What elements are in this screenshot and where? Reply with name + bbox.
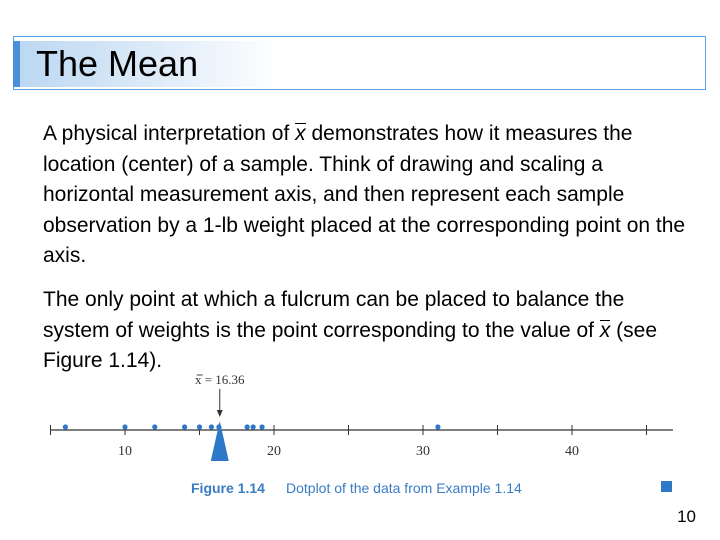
dotplot-chart [45,370,685,505]
data-point [435,424,440,429]
data-point [122,424,127,429]
dotplot-figure [45,370,685,505]
x-bar-symbol: x [599,318,611,342]
mean-arrowhead [217,410,223,417]
end-of-example-marker [661,481,672,492]
data-point [182,424,187,429]
x-bar-symbol: x [295,122,306,145]
paragraph-2 [43,285,693,377]
x-tick-label: 30 [416,444,430,459]
data-point [259,424,264,429]
paragraph-2-before: The only point at which a fulcrum can be placed to balance the system of weights is the point corresponding to the value of [43,288,625,342]
x-tick-label: 40 [565,444,579,459]
paragraph-1-before: A physical interpretation of [43,122,296,145]
mean-label: x = 16.36 [194,372,245,387]
data-point [209,424,214,429]
paragraph-1-after: demonstrates how it measures the location (center) of a sample. Think of drawing and scaling a horizontal measurement axis, and then represent each sample observation by a 1-lb weight placed at the corresponding point on the axis. [43,122,686,267]
data-point [197,424,202,429]
figure-caption-label: Figure 1.14 [191,480,265,496]
data-point [251,424,256,429]
figure-caption-text: Dotplot of the data from Example 1.14 [286,480,522,496]
x-tick-label: 10 [118,444,132,459]
paragraph-1 [43,119,693,272]
data-point [63,424,68,429]
page-number: 10 [677,507,696,526]
x-tick-label: 20 [267,444,281,459]
data-point [245,424,250,429]
data-point [152,424,157,429]
title-accent-bar [13,41,20,87]
paragraph-2-after: (see Figure 1.14). [43,318,657,372]
slide-title: The Mean [36,43,199,84]
